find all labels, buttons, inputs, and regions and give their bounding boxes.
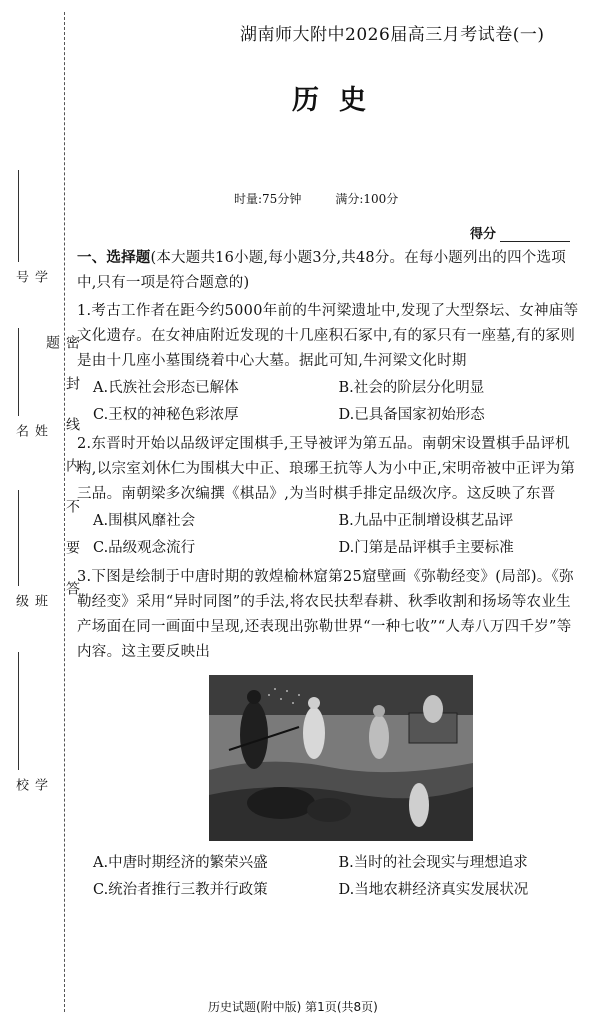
option-c[interactable]: C.王权的神秘色彩浓厚 <box>93 407 239 423</box>
option-a[interactable]: A.中唐时期经济的繁荣兴盛 <box>93 855 268 871</box>
time-limit: 时量:75分钟 <box>234 192 302 206</box>
student-number-rule <box>18 170 19 262</box>
option-a[interactable]: A.氏族社会形态已解体 <box>93 380 239 396</box>
section-description: (本大题共16小题,每小题3分,共48分。在每小题列出的四个选项中,只有一项是符合题意的) <box>77 250 566 291</box>
school-label: 学校 <box>13 778 47 793</box>
question-2 <box>77 432 584 561</box>
class-rule <box>18 490 19 586</box>
score-box[interactable] <box>470 223 570 242</box>
question-stem: 2.东晋时开始以品级评定围棋手,王导被评为第五品。南朝宋设置棋手品评机构,以宗室刘休仁为围棋大中正、琅琊王抗等人为小中正,宋明帝被中正评为第三品。南朝梁多次编撰《棋品》,为当时棋手排定品级次序。这反映了东晋 <box>77 436 576 502</box>
option-b[interactable]: B.九品中正制增设棋艺品评 <box>338 513 514 529</box>
page-footer: 历史试题(附中版) 第1页(共8页) <box>208 1000 378 1014</box>
option-b[interactable]: B.社会的阶层分化明显 <box>338 380 485 396</box>
option-a[interactable]: A.围棋风靡社会 <box>93 513 196 529</box>
student-number-label: 学号 <box>13 270 47 285</box>
full-score: 满分:100分 <box>335 192 399 206</box>
question-3 <box>77 565 584 903</box>
options-grid <box>93 509 584 561</box>
mural-image <box>209 675 473 841</box>
section-title: 一、选择题 <box>77 250 151 266</box>
school-rule <box>18 652 19 770</box>
option-d[interactable]: D.当地农耕经济真实发展状况 <box>338 882 529 898</box>
exam-title: 湖南师大附中2026届高三月考试卷(一) <box>240 25 545 45</box>
options-grid <box>93 376 584 428</box>
question-content <box>77 246 584 907</box>
exam-info <box>234 190 432 207</box>
score-blank[interactable] <box>500 229 570 242</box>
question-1 <box>77 299 584 428</box>
option-c[interactable]: C.统治者推行三教并行政策 <box>93 882 268 898</box>
option-c[interactable]: C.品级观念流行 <box>93 540 196 556</box>
question-stem: 1.考古工作者在距今约5000年前的牛河梁遗址中,发现了大型祭坛、女神庙等文化遗存。在女神庙附近发现的十几座积石冢中,有的冢只有一座墓,有的冢则是由十几座小墓围绕着中心大墓。据此可知,牛河梁文化时期 <box>77 303 579 369</box>
class-label: 班级 <box>13 594 47 609</box>
options-grid <box>93 851 584 903</box>
name-label: 姓名 <box>13 424 47 439</box>
option-d[interactable]: D.门第是品评棋手主要标准 <box>338 540 514 556</box>
binding-margin <box>0 0 80 1027</box>
subject-title: 历史 <box>292 85 386 116</box>
section-heading <box>77 246 584 296</box>
option-d[interactable]: D.已具备国家初始形态 <box>338 407 485 423</box>
question-stem: 3.下图是绘制于中唐时期的敦煌榆林窟第25窟壁画《弥勒经变》(局部)。《弥勒经变》采用“异时同图”的手法,将农民扶犁春耕、秋季收割和扬场等农业生产场面在同一画面中呈现,还表现出弥勒世界“一种七收”“人寿八万四千岁”等内容。这主要反映出 <box>77 569 574 660</box>
seal-warning-text: 密封线内不要答题 <box>44 335 80 622</box>
mural-illustration <box>209 675 473 841</box>
score-label: 得分 <box>470 227 497 242</box>
name-rule <box>18 328 19 416</box>
option-b[interactable]: B.当时的社会现实与理想追求 <box>338 855 528 871</box>
